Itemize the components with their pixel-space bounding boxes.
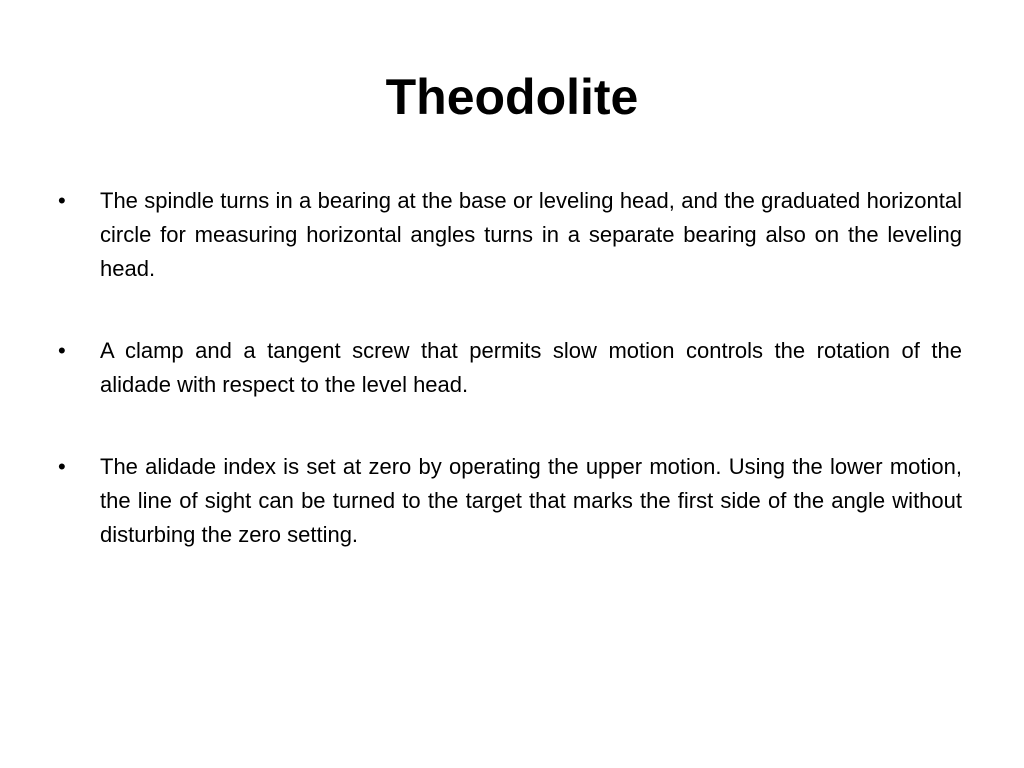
bullet-icon: • (58, 338, 66, 363)
bullet-text: A clamp and a tangent screw that permits slow motion controls the rotation of the alidade with respect to the level head. (100, 338, 962, 397)
bullet-list (58, 184, 962, 600)
bullet-item-spindle (58, 184, 962, 286)
bullet-text: The alidade index is set at zero by operating the upper motion. Using the lower motion, the line of sight can be turned to the target that marks the first side of the angle without disturbing the zero setting. (100, 454, 962, 547)
bullet-icon: • (58, 188, 66, 213)
bullet-item-clamp (58, 334, 962, 402)
bullet-icon: • (58, 454, 66, 479)
bullet-text: The spindle turns in a bearing at the base or leveling head, and the graduated horizontal circle for measuring horizontal angles turns in a separate bearing also on the leveling head. (100, 188, 962, 281)
slide-title: Theodolite (385, 69, 639, 125)
bullet-item-alidade (58, 450, 962, 552)
